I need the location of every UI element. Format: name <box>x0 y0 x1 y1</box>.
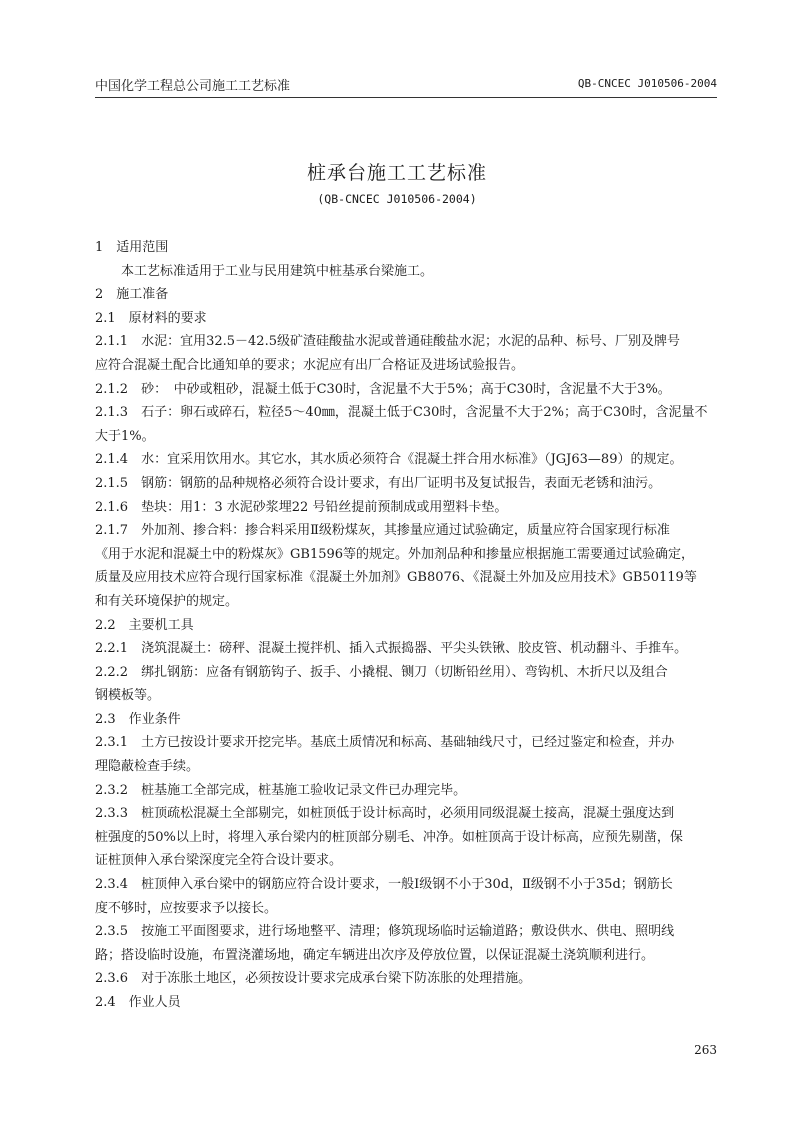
paragraph-line: 桩强度的50%以上时，将埋入承台梁内的桩顶部分剔毛、冲净。如桩顶高于设计标高，应预先剔凿，保 <box>95 829 683 845</box>
paragraph-line: 2.1.1 水泥：宜用32.5－42.5级矿渣硅酸盐水泥或普通硅酸盐水泥；水泥的品种、标号、厂别及牌号 <box>95 334 680 350</box>
running-header <box>95 75 717 98</box>
paragraph-line: 2.1.6 垫块：用1：3 水泥砂浆埋22 号铅丝提前预制成或用塑料卡垫。 <box>95 499 508 515</box>
subsection-heading: 2.4 作业人员 <box>95 995 181 1010</box>
paragraph-line: 2.2.2 绑扎钢筋：应备有钢筋钩子、扳手、小撬棍、铡刀（切断铅丝用）、弯钩机、木折尺以及组合 <box>95 664 668 680</box>
subsection-heading: 2.2 主要机工具 <box>95 617 194 633</box>
header-standard-code: QB-CNCEC J010506-2004 <box>577 77 717 90</box>
paragraph-line: 大于1%。 <box>95 428 155 444</box>
paragraph-line: 和有关环境保护的规定。 <box>95 593 239 609</box>
paragraph-line: 2.3.2 桩基施工全部完成，桩基施工验收记录文件已办理完毕。 <box>95 782 467 798</box>
document-code: (QB-CNCEC J010506-2004) <box>317 192 477 206</box>
paragraph-line: 2.3.6 对于冻胀土地区，必须按设计要求完成承台梁下防冻胀的处理措施。 <box>95 971 532 987</box>
paragraph-line: 2.3.3 桩顶疏松混凝土全部剔完，如桩顶低于设计标高时，必须用同级混凝土接高，混凝土强度达到 <box>95 806 675 822</box>
paragraph-line: 2.1.2 砂： 中砂或粗砂，混凝土低于C30时，含泥量不大于5%；高于C30时，含泥量不大于3%。 <box>95 381 671 397</box>
paragraph-line: 2.1.7 外加剂、掺合料：掺合料采用Ⅱ级粉煤灰，其掺量应通过试验确定，质量应符合国家现行标准 <box>95 523 670 539</box>
paragraph-line: 钢模板等。 <box>95 688 161 704</box>
page-number: 263 <box>694 1043 717 1057</box>
paragraph-line: 2.3.5 按施工平面图要求，进行场地整平、清理；修筑现场临时运输道路；敷设供水、供电、照明线 <box>95 924 675 940</box>
header-org-title: 中国化学工程总公司施工工艺标准 <box>95 79 291 94</box>
paragraph-line: 度不够时，应按要求予以接长。 <box>95 900 278 916</box>
section-heading: 1 适用范围 <box>95 240 169 255</box>
document-title: 桩承台施工工艺标准 <box>306 162 487 184</box>
paragraph-line: 2.2.1 浇筑混凝土：磅秤、混凝土搅拌机、插入式振捣器、平尖头铁锹、胶皮管、机动翻斗、手推车。 <box>95 641 688 657</box>
section-heading: 2 施工准备 <box>95 287 169 303</box>
paragraph-line: 《用于水泥和混凝土中的粉煤灰》GB1596等的规定。外加剂品种和掺量应根据施工需要通过试验确定， <box>95 546 695 562</box>
paragraph-line: 本工艺标准适用于工业与民用建筑中桩基承台梁施工。 <box>121 263 434 279</box>
paragraph-line: 2.1.5 钢筋：钢筋的品种规格必须符合设计要求，有出厂证明书及复试报告，表面无老锈和油污。 <box>95 475 662 491</box>
paragraph-line: 质量及应用技术应符合现行国家标准《混凝土外加剂》GB8076、《混凝土外加及应用技术》GB50119等 <box>95 570 697 586</box>
paragraph-line: 2.3.4 桩顶伸入承台梁中的钢筋应符合设计要求，一般Ⅰ级钢不小于30d，Ⅱ级钢不小于35d；钢筋长 <box>95 877 673 893</box>
document-body <box>95 236 719 1015</box>
paragraph-line: 2.1.3 石子：卵石或碎石，粒径5～40㎜，混凝土低于C30时，含泥量不大于2%；高于C30时，含泥量不 <box>95 405 708 421</box>
subsection-heading: 2.1 原材料的要求 <box>95 310 207 326</box>
paragraph-line: 路；搭设临时设施，布置浇灌场地，确定车辆进出次序及停放位置，以保证混凝土浇筑顺利进行。 <box>95 947 655 963</box>
paragraph-line: 2.3.1 土方已按设计要求开挖完毕。基底土质情况和标高、基础轴线尺寸，已经过鉴定和检查，并办 <box>95 735 675 751</box>
paragraph-line: 证桩顶伸入承台梁深度完全符合设计要求。 <box>95 853 343 869</box>
paragraph-line: 理隐蔽检查手续。 <box>95 759 200 775</box>
paragraph-line: 应符合混凝土配合比通知单的要求；水泥应有出厂合格证及进场试验报告。 <box>95 357 525 373</box>
subsection-heading: 2.3 作业条件 <box>95 711 181 727</box>
paragraph-line: 2.1.4 水：宜采用饮用水。其它水，其水质必须符合《混凝土拌合用水标准》（JGJ63—89）的规定。 <box>95 452 683 468</box>
